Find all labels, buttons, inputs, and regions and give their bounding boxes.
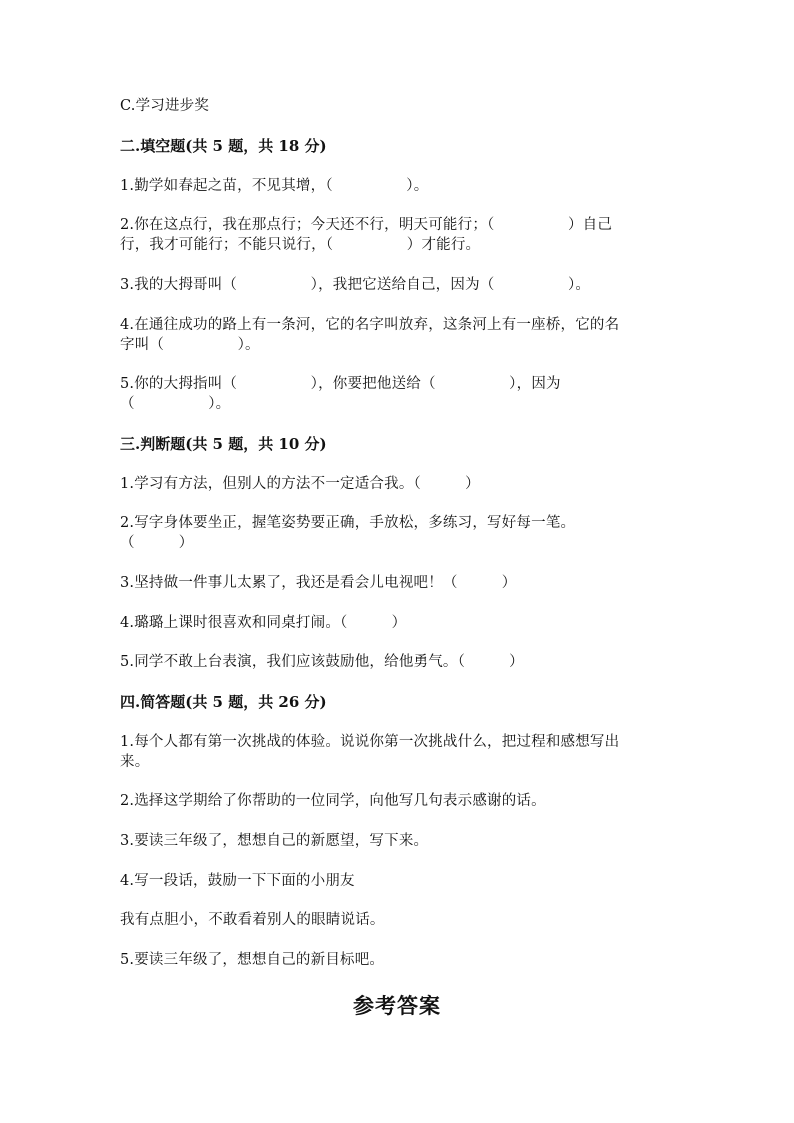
fill-question-4-line-2: 字叫（ ）。 xyxy=(120,337,260,353)
judge-question-2-line-1: 2.写字身体要坐正，握笔姿势要正确，手放松，多练习，写好每一笔。 xyxy=(120,515,576,531)
section-3-heading: 三.判断题(共 5 题，共 10 分) xyxy=(120,435,327,453)
short-question-2: 2.选择这学期给了你帮助的一位同学，向他写几句表示感谢的话。 xyxy=(120,793,546,809)
fill-question-5-line-1: 5.你的大拇指叫（ ），你要把他送给（ ），因为 xyxy=(120,376,561,392)
section-4-heading: 四.简答题(共 5 题，共 26 分) xyxy=(120,693,327,711)
section-2-heading: 二.填空题(共 5 题，共 18 分) xyxy=(120,137,327,155)
judge-question-1: 1.学习有方法，但别人的方法不一定适合我。（ ） xyxy=(120,476,480,492)
short-question-4-quote: 我有点胆小，不敢看着别人的眼睛说话。 xyxy=(120,912,385,928)
answers-title: 参考答案 xyxy=(353,993,441,1018)
judge-question-3: 3.坚持做一件事儿太累了，我还是看会儿电视吧！（ ） xyxy=(120,575,517,591)
short-question-1-line-1: 1.每个人都有第一次挑战的体验。说说你第一次挑战什么，把过程和感想写出 xyxy=(120,734,620,750)
fill-question-4-line-1: 4.在通往成功的路上有一条河，它的名字叫放弃，这条河上有一座桥，它的名 xyxy=(120,317,620,333)
option-c: C.学习进步奖 xyxy=(120,98,210,114)
short-question-5: 5.要读三年级了，想想自己的新目标吧。 xyxy=(120,952,385,968)
short-question-1-line-2: 来。 xyxy=(120,754,150,770)
short-question-3: 3.要读三年级了，想想自己的新愿望，写下来。 xyxy=(120,833,429,849)
judge-question-5: 5.同学不敢上台表演，我们应该鼓励他，给他勇气。（ ） xyxy=(120,654,524,670)
fill-question-2-line-2: 行，我才可能行；不能只说行，（ ）才能行。 xyxy=(120,237,481,253)
fill-question-5-line-2: （ ）。 xyxy=(120,396,231,412)
fill-question-2-line-1: 2.你在这点行，我在那点行；今天还不行，明天可能行；（ ）自己 xyxy=(120,217,613,233)
short-question-4: 4.写一段话，鼓励一下下面的小朋友 xyxy=(120,873,355,889)
fill-question-3: 3.我的大拇哥叫（ ），我把它送给自己，因为（ ）。 xyxy=(120,277,591,293)
fill-question-1: 1.勤学如春起之苗，不见其增，（ ）。 xyxy=(120,178,429,194)
judge-question-2-line-2: （ ） xyxy=(120,535,194,551)
judge-question-4: 4.璐璐上课时很喜欢和同桌打闹。（ ） xyxy=(120,615,407,631)
